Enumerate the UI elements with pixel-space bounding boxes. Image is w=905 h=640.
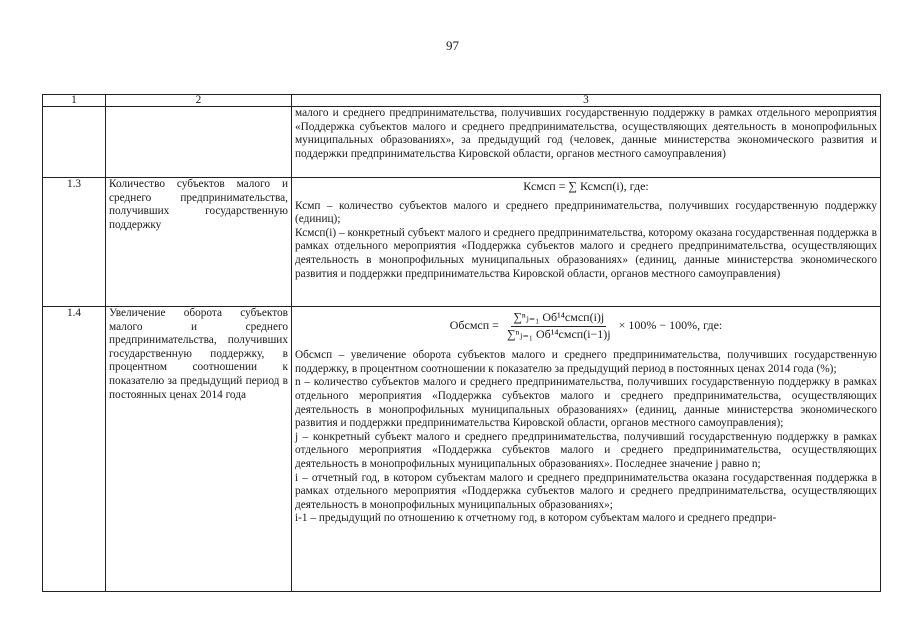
definition: Ксмсп(i) – конкретный субъект малого и среднего предпринимательства, которому оказана государственная поддержка в рамках отдельного мероприятия «Поддержка субъектов малого и среднего предпринимательства, осуществляющих деятельность в монопрофильных муниципальных образованиях» (единиц, данные министерства экономического развития и поддержки предпринимательства Кировской области, органов местного самоуправления) [295, 226, 877, 280]
column-header-1: 1 [43, 95, 106, 107]
row-name-cell [106, 107, 292, 178]
definition: Ксмп – количество субъектов малого и среднего предпринимательства, получивших государственную поддержку (единиц); [295, 199, 877, 226]
definition: i-1 – предыдущий по отношению к отчетному год, в котором субъектам малого и среднего предпри- [295, 512, 777, 525]
indicator-description [292, 178, 881, 307]
definition: j – конкретный субъект малого и среднего предпринимательства, получивший государственную поддержку в рамках отдельного мероприятия «Поддержка субъектов малого и среднего предпринимательства, осуществляющих деятельность в монопрофильных муниципальных образованиях». Последнее значение j равно n; [295, 430, 877, 470]
row-number: 1.3 [43, 178, 106, 307]
table-row [43, 107, 881, 178]
indicator-description [292, 307, 881, 592]
formula: Ксмсп = ∑ Ксмсп(i), где: [523, 179, 649, 193]
indicator-name: Увеличение оборота субъектов малого и среднего предпринимательства, получивших государственную поддержку, в процентном соотношении к показателю за предыдущий период в постоянных ценах 2014 года [106, 307, 292, 592]
formula-denominator: ∑ⁿⱼ₌₁ Об¹⁴смсп(i−1)j [506, 326, 611, 341]
row-number: 1.4 [43, 307, 106, 592]
formula-rhs: × 100% − 100%, где: [618, 318, 723, 333]
definition: i – отчетный год, в котором субъектам малого и среднего предпринимательства оказана государственная поддержка в рамках отдельного мероприятия «Поддержка субъектов малого и среднего предпринимательства, осуществляющих деятельность в монопрофильных муниципальных образованиях»; [295, 471, 877, 511]
row-number-cell [43, 107, 106, 178]
table-header-row [43, 95, 881, 107]
page-number: 97 [446, 38, 459, 53]
column-header-2: 2 [106, 95, 292, 107]
continuation-text: малого и среднего предпринимательства, получивших государственную поддержку в рамках отдельного мероприятия «Поддержка субъектов малого и среднего предпринимательства, осуществляющих деятельность в монопрофильных муниципальных образованиях», за предыдущий год (человек, данные министерства экономического развития и поддержки предпринимательства Кировской области, органов местного самоуправления) [295, 107, 877, 160]
definition: Обсмсп – увеличение оборота субъектов малого и среднего предпринимательства, получивших государственную поддержку, в процентном соотношении к показателю за предыдущий период в постоянных ценах 2014 года (%); [295, 349, 877, 375]
formula-lhs: Обсмсп = [449, 318, 499, 333]
indicator-name: Количество субъектов малого и среднего предпринимательства, получивших государственную поддержку [106, 178, 292, 307]
indicator-table [42, 94, 881, 592]
formula [295, 311, 877, 341]
column-header-3: 3 [292, 95, 881, 107]
definition: n – количество субъектов малого и среднего предпринимательства, получивших государственную поддержку в рамках отдельного мероприятия «Поддержка субъектов малого и среднего предпринимательства, осуществляющих деятельность в монопрофильных муниципальных образованиях» (единиц, данные министерства экономического развития и поддержки предпринимательства Кировской области, органов местного самоуправления); [295, 376, 877, 430]
table-row [43, 307, 881, 592]
formula-fraction [507, 311, 611, 341]
formula-numerator: ∑ⁿⱼ₌₁ Об¹⁴смсп(i)j [511, 311, 606, 327]
continuation-cell [292, 107, 881, 178]
table-row [43, 178, 881, 307]
